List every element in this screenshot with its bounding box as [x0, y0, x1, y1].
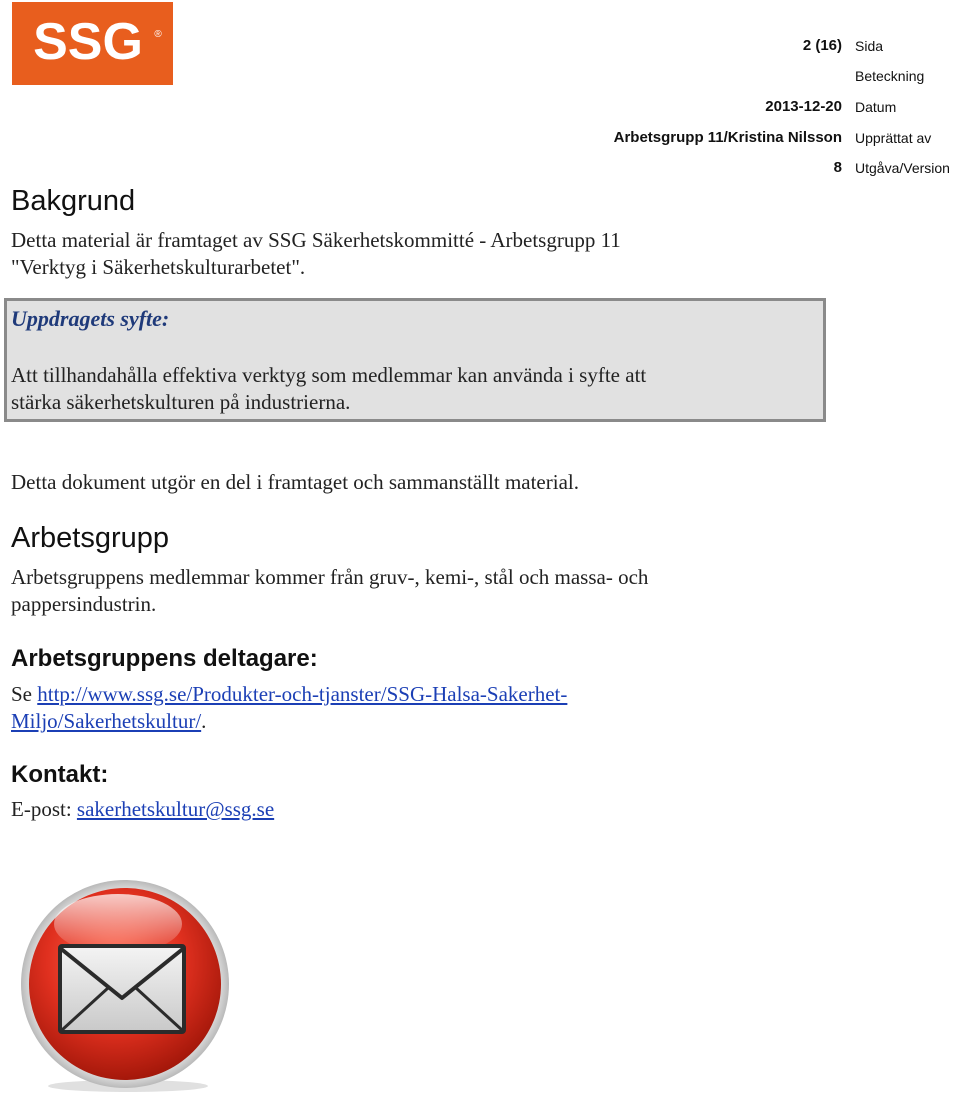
participants-line1	[11, 681, 567, 708]
purpose-text-line1: Att tillhandahålla effektiva verktyg som medlemmar kan använda i syfte att	[11, 363, 647, 387]
workgroup-heading: Arbetsgrupp	[11, 522, 169, 554]
intro-text: Detta dokument utgör en del i framtaget och sammanställt material.	[11, 470, 579, 494]
purpose-text-line2: stärka säkerhetskulturen på industrierna.	[11, 390, 351, 414]
background-heading: Bakgrund	[11, 185, 136, 217]
author-label: Upprättat av	[855, 130, 932, 146]
contact-line	[11, 796, 274, 823]
ssg-link-line1[interactable]: http://www.ssg.se/Produkter-och-tjanster/SSG-Halsa-Sakerhet-	[37, 682, 568, 706]
participants-line2	[11, 708, 206, 735]
workgroup-text-line1: Arbetsgruppens medlemmar kommer från gruv-, kemi-, stål och massa- och	[11, 565, 649, 589]
version-label: Utgåva/Version	[855, 160, 950, 176]
ssg-link-line2[interactable]: Miljo/Sakerhetskultur/	[11, 709, 202, 733]
envelope-icon-graphic	[18, 880, 232, 1094]
date-value: 2013-12-20	[765, 98, 842, 115]
background-text-line1: Detta material är framtaget av SSG Säkerhetskommitté - Arbetsgrupp 11	[11, 228, 621, 252]
contact-heading: Kontakt:	[11, 761, 109, 788]
ssg-logo	[12, 2, 173, 85]
participants-suffix: .	[201, 709, 207, 733]
participants-prefix: Se	[11, 682, 38, 706]
page-label: Sida	[855, 38, 884, 54]
background-text-line2: "Verktyg i Säkerhetskulturarbetet".	[11, 255, 306, 279]
participants-heading: Arbetsgruppens deltagare:	[11, 645, 318, 672]
designation-label: Beteckning	[855, 68, 925, 84]
email-link[interactable]: sakerhetskultur@ssg.se	[76, 797, 275, 821]
registered-mark: ®	[153, 28, 162, 40]
envelope-icon[interactable]	[18, 880, 232, 1094]
email-prefix: E-post:	[11, 797, 77, 821]
page-number: 2 (16)	[802, 37, 842, 54]
purpose-title: Uppdragets syfte:	[11, 306, 170, 331]
version-value: 8	[833, 159, 842, 176]
workgroup-text-line2: pappersindustrin.	[11, 592, 157, 616]
author-value: Arbetsgrupp 11/Kristina Nilsson	[613, 129, 842, 146]
logo-text: SSG	[32, 12, 143, 71]
ssg-logo-mark	[18, 9, 168, 79]
date-label: Datum	[855, 99, 897, 115]
